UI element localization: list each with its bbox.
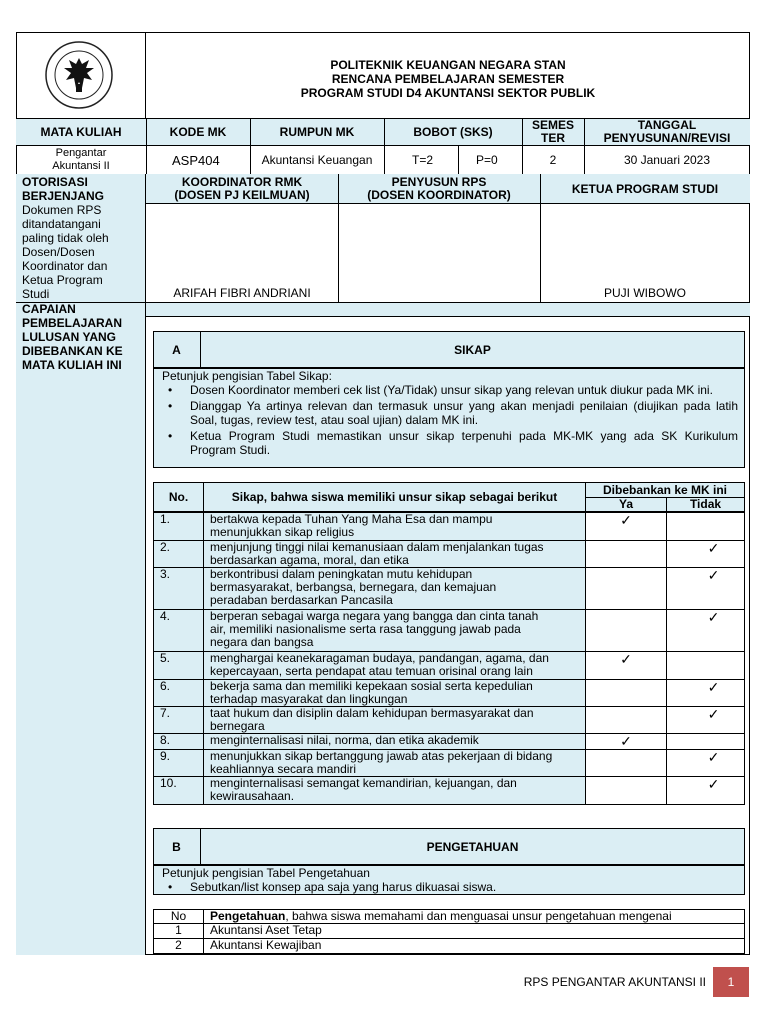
pengetahuan-instructions-list [162, 880, 738, 894]
sikap-row-tidak-check: ✓ [666, 609, 745, 652]
pengetahuan-letter: B [172, 839, 181, 854]
sikap-col-ya: Ya [585, 497, 667, 512]
sikap-row-no: 7. [153, 706, 204, 734]
sikap-row-no: 6. [153, 679, 204, 707]
pengetahuan-title: PENGETAHUAN [426, 839, 519, 854]
sikap-row-ya-check [585, 749, 667, 777]
sikap-instructions [153, 368, 745, 468]
sikap-instruction-item: • Ketua Program Studi memastikan unsur sikap terpenuhi pada MK-MK yang ada SK Kurikulum Program Studi. [162, 429, 738, 457]
sikap-row-no: 9. [153, 749, 204, 777]
sikap-col-group: Dibebankan ke MK ini [585, 482, 745, 498]
page-number: 1 [727, 975, 735, 989]
program-name: PROGRAM STUDI D4 AKUNTANSI SEKTOR PUBLIK [300, 86, 596, 100]
penyusun-signature-name [338, 284, 540, 302]
header-title-block [146, 32, 750, 118]
sikap-instructions-list [162, 383, 738, 457]
sikap-row-tidak-check: ✓ [666, 540, 745, 568]
sikap-row-text: menunjukkan sikap bertanggung jawab atas pekerjaan di bidang keahliannya secara mandiri [203, 749, 586, 777]
sikap-row-text: bekerja sama dan memiliki kepekaan sosial serta kepedulian terhadap masyarakat dan lingkungan [203, 679, 586, 707]
pengetahuan-instructions [153, 865, 745, 895]
sikap-row-text: menginternalisasi nilai, norma, dan etika akademik [203, 733, 586, 750]
divider [458, 146, 459, 174]
pengetahuan-col-desc-rest: , bahwa siswa memahami dan menguasai unsur pengetahuan mengenai [285, 909, 672, 923]
sikap-row-no: 10. [153, 776, 204, 805]
sikap-row-tidak-check: ✓ [666, 776, 745, 805]
pengetahuan-col-desc-bold: Pengetahuan [210, 909, 286, 923]
sikap-row-tidak-check: ✓ [666, 567, 745, 610]
sikap-col-no: No. [153, 482, 204, 512]
pengetahuan-row-text: Akuntansi Kewajiban [203, 938, 745, 954]
pengetahuan-row-no: 1 [153, 923, 204, 939]
logo-box [16, 32, 146, 118]
ketua-signature-name: PUJI WIBOWO [604, 286, 686, 300]
sikap-row-text: berperan sebagai warga negara yang bangga dan cinta tanah air, memiliki nasionalisme serta rasa tanggung jawab pada negara dan bangsa [203, 609, 586, 652]
value-bobot-t: T=2 [412, 153, 434, 167]
pengetahuan-row-text: Akuntansi Aset Tetap [203, 923, 745, 939]
sikap-row-no: 5. [153, 651, 204, 680]
pengetahuan-col-desc [203, 909, 745, 924]
value-rumpun-mk: Akuntansi Keuangan [261, 153, 373, 167]
sikap-row-no: 1. [153, 512, 204, 541]
sikap-row-text: bertakwa kepada Tuhan Yang Maha Esa dan mampu menunjukkan sikap religius [203, 512, 586, 541]
sikap-row-tidak-check: ✓ [666, 706, 745, 734]
sikap-row-ya-check [585, 609, 667, 652]
sikap-row-no: 2. [153, 540, 204, 568]
sikap-row-ya-check: ✓ [585, 733, 667, 750]
sikap-row-ya-check: ✓ [585, 512, 667, 541]
sikap-row-ya-check [585, 540, 667, 568]
koordinator-signature-name: ARIFAH FIBRI ANDRIANI [173, 286, 311, 300]
sikap-row-ya-check [585, 679, 667, 707]
sikap-row-no: 3. [153, 567, 204, 610]
penyusun-header: PENYUSUN RPS (DOSEN KOORDINATOR) [367, 175, 511, 202]
sikap-instruction-item: • Dianggap Ya artinya relevan dan termasuk unsur yang akan menjadi penilaian (diujikan pada latih Soal, tugas, review test, atau soal ujian) dalam MK ini. [162, 399, 738, 427]
divider [250, 118, 251, 174]
header-bobot: BOBOT (SKS) [413, 125, 493, 139]
capaian-title: CAPAIAN PEMBELAJARAN LULUSAN YANG DIBEBANKAN KE MATA KULIAH INI [22, 302, 123, 372]
header-kode-mk: KODE MK [169, 125, 227, 139]
sikap-row-tidak-check [666, 512, 745, 541]
sikap-instruction-item: • Dosen Koordinator memberi cek list (Ya/Tidak) unsur sikap yang relevan untuk diukur pada MK ini. [162, 383, 738, 397]
pengetahuan-col-no: No [153, 909, 204, 924]
divider [384, 118, 385, 174]
divider [146, 118, 147, 174]
sikap-instructions-title: Petunjuk pengisian Tabel Sikap: [162, 369, 332, 383]
sikap-row-text: berkontribusi dalam peningkatan mutu kehidupan bermasyarakat, berbangsa, bernegara, dan kemajuan peradaban berdasarkan Pancasila [203, 567, 586, 610]
value-kode-mk: ASP404 [172, 152, 220, 168]
otorisasi-title: OTORISASI BERJENJANG [22, 175, 105, 203]
sikap-row-ya-check [585, 776, 667, 805]
sikap-title: SIKAP [454, 342, 491, 357]
header-mata-kuliah: MATA KULIAH [40, 125, 122, 139]
sikap-row-tidak-check: ✓ [666, 749, 745, 777]
sikap-row-no: 4. [153, 609, 204, 652]
stan-logo-icon [44, 40, 114, 110]
sikap-letter: A [172, 342, 181, 357]
sikap-row-text: menjunjung tinggi nilai kemanusiaan dalam menjalankan tugas berdasarkan agama, moral, dan etika [203, 540, 586, 568]
sikap-col-desc: Sikap, bahwa siswa memiliki unsur sikap sebagai berikut [203, 482, 586, 512]
sikap-row-ya-check: ✓ [585, 651, 667, 680]
sikap-row-text: taat hukum dan disiplin dalam kehidupan bermasyarakat dan bernegara [203, 706, 586, 734]
divider [522, 118, 523, 174]
value-bobot-p: P=0 [476, 153, 498, 167]
sikap-row-tidak-check [666, 733, 745, 750]
value-mata-kuliah: Pengantar Akuntansi II [52, 147, 110, 172]
header-semester: SEMES TER [531, 118, 574, 145]
value-semester: 2 [549, 153, 557, 167]
pengetahuan-row-no: 2 [153, 938, 204, 954]
koordinator-header: KOORDINATOR RMK (DOSEN PJ KEILMUAN) [174, 175, 310, 202]
ketua-header: KETUA PROGRAM STUDI [571, 182, 719, 196]
capaian-top-band [146, 303, 750, 317]
sikap-row-text: menghargai keanekaragaman budaya, pandangan, agama, dan kepercayaan, serta pendapat atau temuan orisinal orang lain [203, 651, 586, 680]
header-tanggal: TANGGAL PENYUSUNAN/REVISI [603, 118, 731, 145]
sikap-col-tidak: Tidak [666, 497, 745, 512]
value-tanggal: 30 Januari 2023 [623, 153, 711, 167]
divider [584, 118, 585, 174]
sikap-row-no: 8. [153, 733, 204, 750]
sikap-row-ya-check [585, 567, 667, 610]
sikap-row-ya-check [585, 706, 667, 734]
sikap-row-text: menginternalisasi semangat kemandirian, kejuangan, dan kewirausahaan. [203, 776, 586, 805]
pengetahuan-instruction-item: • Sebutkan/list konsep apa saja yang harus dikuasai siswa. [162, 880, 738, 894]
institution-name: POLITEKNIK KEUANGAN NEGARA STAN [330, 58, 566, 72]
pengetahuan-instructions-title: Petunjuk pengisian Tabel Pengetahuan [162, 866, 370, 880]
sikap-row-tidak-check: ✓ [666, 679, 745, 707]
sikap-row-tidak-check [666, 651, 745, 680]
otorisasi-desc: Dokumen RPS ditandatangani paling tidak oleh Dosen/Dosen Koordinator dan Ketua Program Studi [22, 203, 109, 301]
header-rumpun-mk: RUMPUN MK [279, 125, 355, 139]
document-type: RENCANA PEMBELAJARAN SEMESTER [331, 72, 565, 86]
page-number-badge [713, 967, 749, 997]
footer-label: RPS PENGANTAR AKUNTANSI II [523, 975, 706, 989]
